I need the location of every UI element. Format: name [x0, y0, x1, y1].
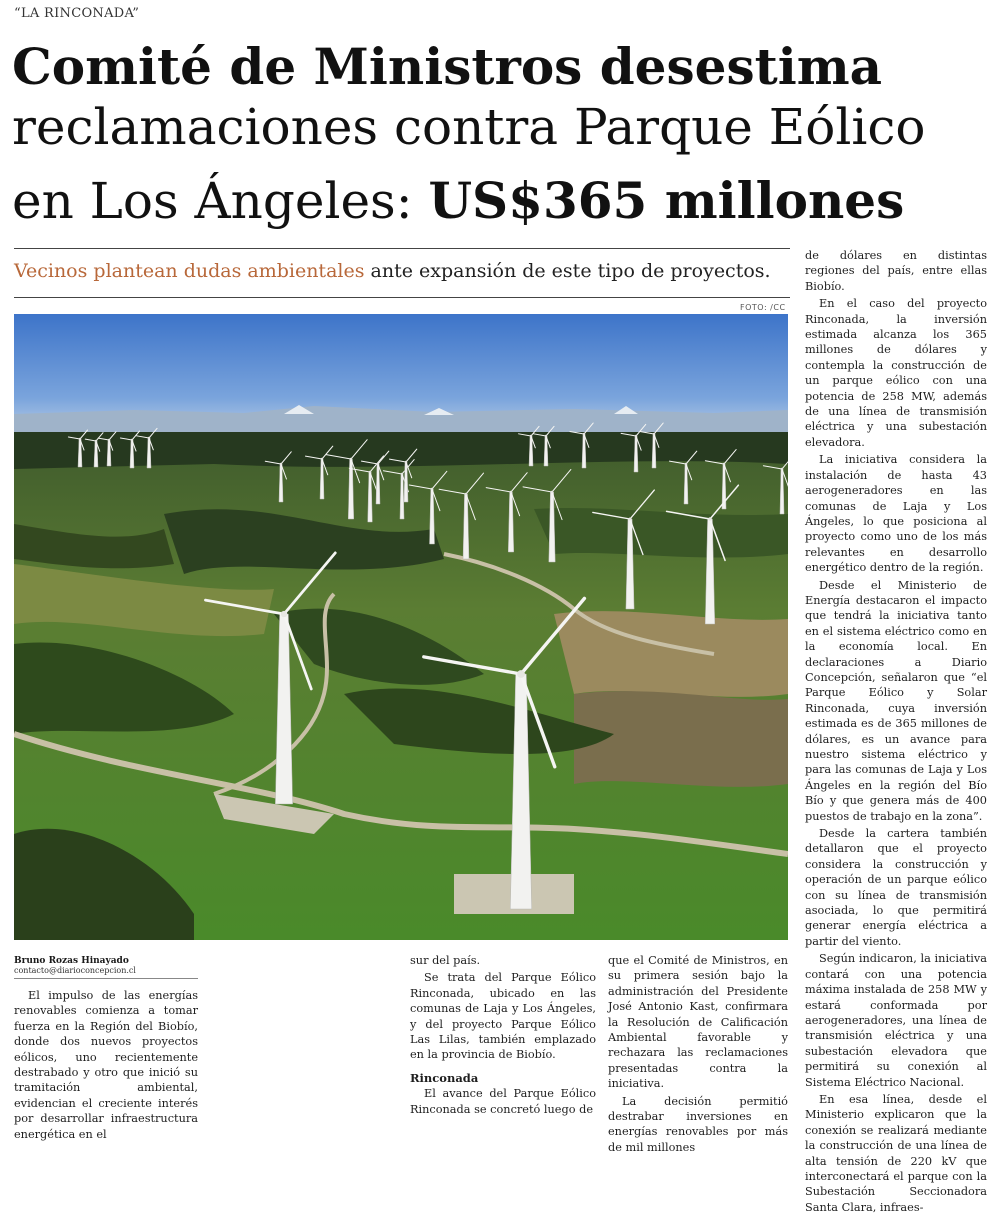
byline-rule	[14, 978, 198, 979]
article-column-3	[608, 953, 788, 1155]
paragraph: El avance del Parque Eólico Rinconada se concretó luego de	[410, 1087, 596, 1116]
paragraph: En el caso del proyecto Rinconada, la inversión estimada alcanza los 365 millones de dólares y contempla la construcción de un parque eólico con una potencia de 258 MW, además de una línea de transmisión eléctrica y una subestación elevadora.	[805, 297, 987, 449]
photo-credit: FOTO: /CC	[740, 303, 786, 312]
divider-top	[14, 248, 790, 249]
headline-line-1: Comité de Ministros desestima	[12, 37, 882, 96]
paragraph: La decisión permitió destrabar inversiones en energías renovables por más de mil millones	[608, 1094, 788, 1154]
article-column-4	[805, 248, 987, 1215]
headline-amount: US$365 millones	[428, 171, 905, 230]
deck-rest: ante expansión de este tipo de proyectos.	[364, 260, 771, 282]
paragraph: El impulso de las energías renovables comienza a tomar fuerza en la Región del Biobío, donde dos nuevos proyectos eólicos, uno recientemente destrabado y otro que inició su tramitación ambiental, evidencian el creciente interés por desarrollar infraestructura energética en el	[14, 989, 198, 1141]
wind-farm-photo	[14, 314, 788, 940]
subheading-rinconada: Rinconada	[410, 1070, 479, 1085]
paragraph: Desde la cartera también detallaron que el proyecto considera la construcción y operación de un parque eólico con su línea de transmisión asociada, lo que permitirá generar energía eléctrica a partir del viento.	[805, 827, 987, 948]
paragraph: Desde el Ministerio de Energía destacaron el impacto que tendrá la iniciativa tanto en el sistema eléctrico como en la economía local. En declaraciones a Diario Concepción, señalaron que “el Parque Eólico y Solar Rinconada, cuya inversión estimada es de 365 millones de dólares, es un avance para nuestro sistema eléctrico y para las comunas de Laja y Los Ángeles en la región del Bío Bío y que genera más de 400 puestos de trabajo en la zona”.	[805, 578, 987, 823]
paragraph: La iniciativa considera la instalación de hasta 43 aerogeneradores en las comunas de Laja y Los Ángeles, lo que posiciona al proyecto como uno de los más relevantes en desarrollo energético dentro de la región.	[805, 453, 987, 575]
paragraph: Se trata del Parque Eólico Rinconada, ubicado en las comunas de Laja y Los Ángeles, y del proyecto Parque Eólico Las Lilas, también emplazado en la provincia de Biobío.	[410, 971, 596, 1062]
article-column-2	[410, 953, 596, 1117]
divider-sub	[14, 297, 790, 298]
author-name: Bruno Rozas Hinayado	[14, 956, 129, 966]
byline	[14, 956, 198, 979]
headline-line-3	[12, 172, 962, 230]
deck	[14, 260, 771, 282]
headline-line-2: reclamaciones contra Parque Eólico	[12, 98, 926, 156]
section-kicker: “LA RINCONADA”	[14, 6, 140, 21]
paragraph: En esa línea, desde el Ministerio explicaron que la conexión se realizará mediante la construcción de una línea de alta tensión de 220 kV que interconectará el parque con la Subestación Seccionadora Santa Clara, infraes-	[805, 1092, 987, 1214]
deck-accent: Vecinos plantean dudas ambientales	[14, 260, 365, 282]
paragraph: Según indicaron, la iniciativa contará con una potencia máxima instalada de 258 MW y estará conformada por aerogeneradores, una línea de transmisión eléctrica y una subestación elevadora que permitirá su conexión al Sistema Eléctrico Nacional.	[805, 952, 987, 1089]
article-column-1	[14, 988, 198, 1142]
paragraph: que el Comité de Ministros, en su primera sesión bajo la administración del Presidente José Antonio Kast, confirmara la Resolución de Calificación Ambiental favorable y rechazara las reclamaciones presentadas contra la iniciativa.	[608, 954, 788, 1091]
headline-line-3-plain: en Los Ángeles:	[12, 172, 429, 230]
paragraph: de dólares en distintas regiones del país, entre ellas Biobío.	[805, 249, 987, 293]
author-email: contacto@diarioconcepcion.cl	[14, 966, 136, 975]
paragraph: sur del país.	[410, 954, 481, 967]
